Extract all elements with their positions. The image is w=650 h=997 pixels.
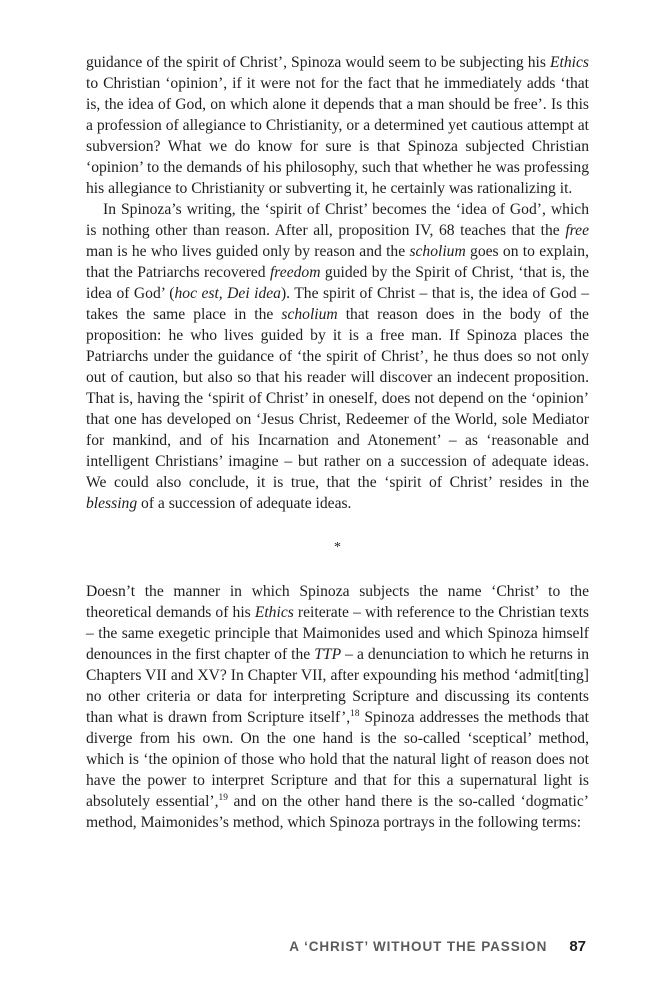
- italic-run: freedom: [269, 264, 321, 281]
- text-run: and on the other hand there is the so-called ‘dogmatic’ method, Maimonides’s method, which Spinoza portrays in the following terms:: [86, 793, 589, 831]
- text-run: man is he who lives guided only by reason and the: [86, 243, 410, 260]
- text-run: reiterate – with reference to the Christian texts – the same exegetic principle that Maimonides used and which Spinoza himself denounces in the first chapter of the: [86, 604, 589, 663]
- paragraph-1: [86, 52, 589, 199]
- italic-run: Ethics: [254, 604, 294, 621]
- text-run: that reason does in the body of the proposition: he who lives guided by it is a free man. If Spinoza places the Patriarchs under the guidance of ‘the spirit of Christ’, he thus does so not only out of caution, but also so that his reader will discover an indecent proposition. That is, having the ‘spirit of Christ’ in oneself, does not depend on the ‘opinion’ that one has developed on ‘Jesus Christ, Redeemer of the World, sole Mediator for mankind, and of his Incarnation and Atonement’ – as ‘reasonable and intelligent Christians’ imagine – but rather on a succession of adequate ideas. We could also conclude, it is true, that the ‘spirit of Christ’ resides in the: [86, 306, 589, 491]
- page-footer: [289, 938, 586, 955]
- italic-run: scholium: [409, 243, 466, 260]
- page-body: [86, 52, 589, 833]
- section-separator: *: [334, 540, 341, 555]
- text-run: – a denunciation to which he returns in Chapters VII and XV? In Chapter VII, after expounding his method ‘admit[ting] no other criteria or data for interpreting Scripture and discussing its contents than what is drawn from Scripture itself’,: [86, 646, 590, 726]
- italic-run: hoc est, Dei idea: [174, 285, 281, 302]
- italic-run: blessing: [86, 495, 138, 512]
- italic-run: Ethics: [550, 54, 589, 71]
- footnote-ref-19[interactable]: 19: [218, 792, 228, 803]
- text-run: In Spinoza’s writing, the ‘spirit of Christ’ becomes the ‘idea of God’, which is nothing other than reason. After all, proposition IV, 68 teaches that the: [86, 201, 589, 239]
- text-run: Doesn’t the manner in which Spinoza subjects the name ‘Christ’ to the theoretical demands of his: [86, 583, 589, 621]
- italic-run: free: [565, 222, 589, 239]
- running-head: A ‘CHRIST’ WITHOUT THE PASSION: [289, 939, 548, 954]
- paragraph-3: [86, 581, 589, 833]
- footnote-ref-18[interactable]: 18: [350, 708, 360, 719]
- text-run: of a succession of adequate ideas.: [137, 495, 352, 512]
- italic-run: scholium: [281, 306, 338, 323]
- page-number: 87: [569, 938, 586, 955]
- italic-run: TTP: [314, 646, 342, 663]
- text-run: guidance of the spirit of Christ’, Spinoza would seem to be subjecting his: [86, 54, 551, 71]
- text-run: goes on to explain, that the Patriarchs recovered: [86, 243, 589, 281]
- text-run: guided by the Spirit of Christ, ‘that is, the idea of God’ (: [86, 264, 589, 302]
- text-run: to Christian ‘opinion’, if it were not for the fact that he immediately adds ‘that is, the idea of God, on which alone it depends that a man should be free’. Is this a profession of allegiance to Christianity, or a determined yet cautious attempt at subversion? What we do know for sure is that Spinoza subjected Christian ‘opinion’ to the demands of his philosophy, such that whether he was professing his allegiance to Christianity or subverting it, he certainly was rationalizing it.: [86, 75, 589, 197]
- text-run: ). The spirit of Christ – that is, the idea of God – takes the same place in the: [86, 285, 589, 323]
- paragraph-2: [86, 199, 589, 514]
- text-run: Spinoza addresses the methods that diverge from his own. On the one hand is the so-called ‘sceptical’ method, which is ‘the opinion of those who hold that the natural light of reason does not have the power to interpret Scripture and that for this a supernatural light is absolutely essential’,: [86, 709, 589, 810]
